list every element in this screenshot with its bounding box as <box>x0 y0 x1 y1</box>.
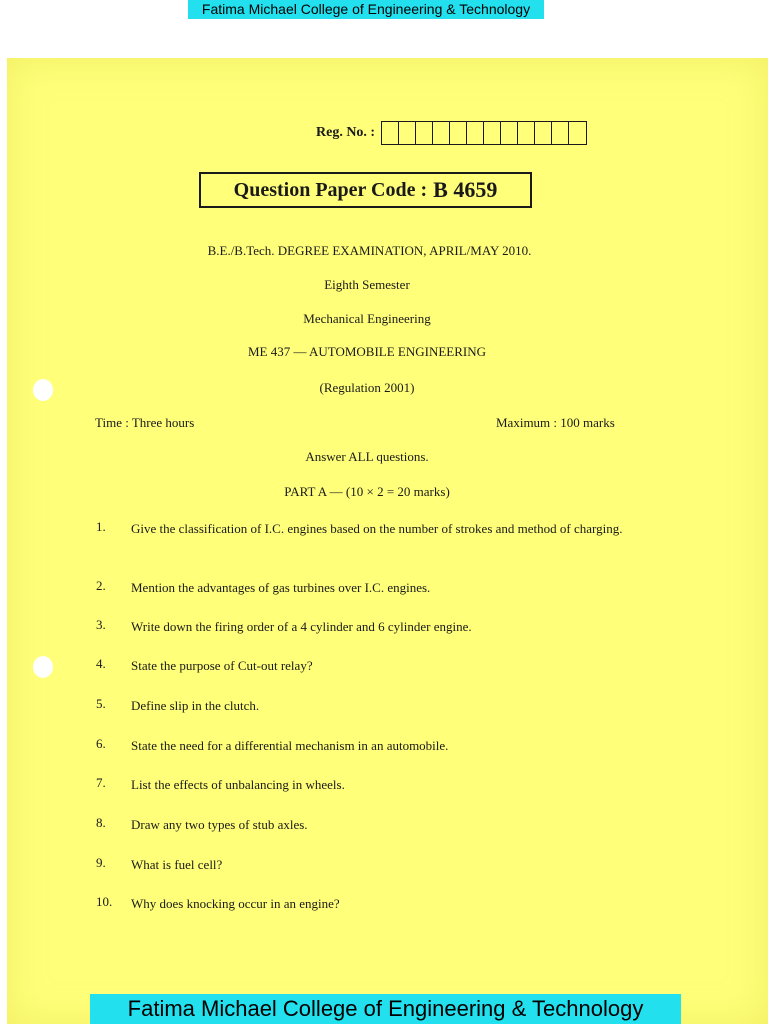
question-paper-code-box <box>199 172 532 208</box>
question-paper <box>7 58 768 1024</box>
reg-no-digit-box <box>535 122 552 144</box>
question-text: Define slip in the clutch. <box>131 698 260 713</box>
bottom-college-banner: Fatima Michael College of Engineering & Technology <box>90 994 681 1024</box>
question-number: 3. <box>96 617 106 632</box>
question-text: What is fuel cell? <box>131 857 223 872</box>
question-item <box>96 736 652 755</box>
exam-duration: Time : Three hours <box>95 415 195 430</box>
reg-no-digit-box <box>416 122 433 144</box>
reg-no-digit-box <box>518 122 535 144</box>
regulation-line: (Regulation 2001) <box>319 380 415 395</box>
question-text: Draw any two types of stub axles. <box>131 817 308 832</box>
reg-no-field <box>316 121 587 145</box>
reg-no-digit-box <box>433 122 450 144</box>
question-number: 8. <box>96 815 106 830</box>
question-number: 1. <box>96 519 106 534</box>
reg-no-digit-box <box>484 122 501 144</box>
reg-no-boxes <box>381 121 587 145</box>
question-item <box>96 775 652 794</box>
subject-line: ME 437 — AUTOMOBILE ENGINEERING <box>247 344 487 359</box>
question-number: 6. <box>96 736 106 751</box>
question-number: 7. <box>96 775 106 790</box>
instruction-line: Answer ALL questions. <box>305 449 429 464</box>
question-paper-code: B 4659 <box>433 177 498 202</box>
question-item <box>96 519 652 538</box>
reg-no-digit-box <box>569 122 586 144</box>
question-item <box>96 855 652 874</box>
question-text: Give the classification of I.C. engines based on the number of strokes and method of charging. <box>131 521 623 536</box>
question-text: Mention the advantages of gas turbines over I.C. engines. <box>131 580 431 595</box>
question-paper-code-label: Question Paper Code : <box>233 178 428 201</box>
top-college-banner: Fatima Michael College of Engineering & Technology <box>188 0 544 19</box>
reg-no-digit-box <box>399 122 416 144</box>
reg-no-digit-box <box>501 122 518 144</box>
semester-line: Eighth Semester <box>324 277 410 292</box>
question-number: 9. <box>96 855 106 870</box>
question-text: List the effects of unbalancing in wheels. <box>131 777 345 792</box>
part-heading: PART A — (10 × 2 = 20 marks) <box>284 484 450 499</box>
degree-line: B.E./B.Tech. DEGREE EXAMINATION, APRIL/MAY 2010. <box>207 243 532 258</box>
question-item <box>96 815 652 834</box>
reg-no-digit-box <box>450 122 467 144</box>
question-item <box>96 578 652 597</box>
department-line: Mechanical Engineering <box>303 311 431 326</box>
reg-no-digit-box <box>467 122 484 144</box>
question-item <box>96 617 652 636</box>
question-number: 4. <box>96 656 106 671</box>
question-item <box>96 894 652 913</box>
question-number: 2. <box>96 578 106 593</box>
question-text: Why does knocking occur in an engine? <box>131 896 340 911</box>
maximum-marks: Maximum : 100 marks <box>496 415 615 430</box>
question-text: State the need for a differential mechanism in an automobile. <box>131 738 449 753</box>
question-item <box>96 696 652 715</box>
question-item <box>96 656 652 675</box>
question-number: 5. <box>96 696 106 711</box>
question-text: State the purpose of Cut-out relay? <box>131 658 313 673</box>
question-number: 10. <box>96 894 113 909</box>
reg-no-digit-box <box>552 122 569 144</box>
punch-hole <box>33 656 53 678</box>
question-text: Write down the firing order of a 4 cylinder and 6 cylinder engine. <box>131 619 472 634</box>
reg-no-digit-box <box>382 122 399 144</box>
reg-no-label: Reg. No. : <box>316 125 376 140</box>
